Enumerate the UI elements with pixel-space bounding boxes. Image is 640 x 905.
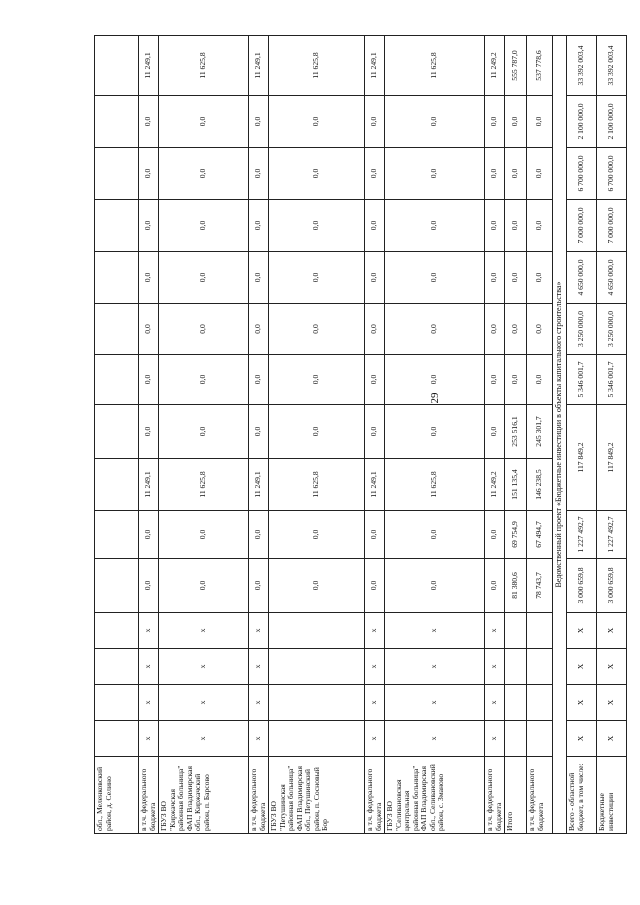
- table-cell: [95, 304, 139, 355]
- table-cell: 3 000 659,8: [567, 559, 597, 613]
- table-cell: 0,0: [139, 252, 159, 304]
- table-cell: 11 625,8: [159, 36, 249, 96]
- table-cell: 67 494,7: [527, 511, 553, 559]
- table-row: [249, 36, 269, 834]
- row-label: ГБУЗ ВО "Селивановская центральная районная больница" ФАП Владимирская обл., Селивановский район, с. Зманово: [385, 757, 485, 834]
- table-cell: [95, 36, 139, 96]
- table-cell: 0,0: [269, 511, 365, 559]
- table-cell: [269, 613, 365, 649]
- table-cell: 0,0: [505, 304, 527, 355]
- table-cell: 0,0: [139, 511, 159, 559]
- table-cell: х: [139, 685, 159, 721]
- row-label: в т.ч. федерального бюджета: [485, 757, 505, 834]
- table-cell: х: [385, 613, 485, 649]
- table-cell: 0,0: [485, 405, 505, 459]
- table-cell: 0,0: [385, 511, 485, 559]
- table-cell: х: [159, 685, 249, 721]
- table-cell: 4 650 000,0: [567, 252, 597, 304]
- table-cell: [505, 649, 527, 685]
- table-cell: х: [385, 649, 485, 685]
- table-cell: 0,0: [269, 405, 365, 459]
- table-cell: [95, 613, 139, 649]
- investment-table: [94, 35, 627, 834]
- table-cell: 0,0: [385, 405, 485, 459]
- table-row: [385, 36, 485, 834]
- table-cell: 11 625,8: [385, 459, 485, 511]
- table-cell: 151 135,4: [505, 459, 527, 511]
- table-cell: [269, 721, 365, 757]
- table-cell: 11 625,8: [159, 459, 249, 511]
- summary-row: [597, 36, 627, 834]
- table-cell: 0,0: [139, 355, 159, 405]
- table-cell: 0,0: [485, 252, 505, 304]
- table-row: [269, 36, 365, 834]
- table-cell: х: [249, 685, 269, 721]
- table-cell: [95, 649, 139, 685]
- table-cell: [269, 649, 365, 685]
- row-label: в т.ч. федерального бюджета: [365, 757, 385, 834]
- table-cell: Х: [567, 613, 597, 649]
- table-cell: 0,0: [505, 148, 527, 200]
- table-cell: 0,0: [159, 405, 249, 459]
- table-cell: 0,0: [505, 200, 527, 252]
- table-cell: 0,0: [485, 200, 505, 252]
- table-cell: 11 249,1: [139, 459, 159, 511]
- table-cell: 0,0: [485, 304, 505, 355]
- table-cell: 537 778,6: [527, 36, 553, 96]
- table-cell: 0,0: [159, 252, 249, 304]
- table-cell: 69 754,9: [505, 511, 527, 559]
- table-cell: Х: [567, 649, 597, 685]
- table-cell: 4 650 000,0: [597, 252, 627, 304]
- table-cell: [95, 355, 139, 405]
- table-cell: 0,0: [139, 200, 159, 252]
- table-cell: 0,0: [485, 511, 505, 559]
- table-cell: 146 238,5: [527, 459, 553, 511]
- project-title: Ведомственный проект «Бюджетные инвестиции в объекты капитального строительства»: [553, 36, 567, 834]
- table-body: [95, 36, 627, 834]
- table-cell: 0,0: [249, 355, 269, 405]
- table-cell: 245 301,7: [527, 405, 553, 459]
- table-cell: [505, 685, 527, 721]
- table-cell: 0,0: [527, 148, 553, 200]
- table-cell: х: [159, 721, 249, 757]
- table-cell: 0,0: [505, 252, 527, 304]
- table-cell: х: [365, 649, 385, 685]
- table-cell: 0,0: [249, 304, 269, 355]
- table-cell: х: [249, 613, 269, 649]
- table-cell: 0,0: [365, 559, 385, 613]
- table-cell: 0,0: [365, 252, 385, 304]
- table-cell: 11 249,1: [365, 36, 385, 96]
- table-cell: 11 249,1: [249, 459, 269, 511]
- table-cell: х: [139, 613, 159, 649]
- table-cell: 5 346 001,7: [597, 355, 627, 405]
- table-row: [159, 36, 249, 834]
- row-label: Всего - областной бюджет, в том числе:: [567, 757, 597, 834]
- table-cell: 555 787,0: [505, 36, 527, 96]
- table-cell: 0,0: [249, 405, 269, 459]
- table-cell: [95, 459, 139, 511]
- table-cell: х: [159, 649, 249, 685]
- table-cell: 0,0: [249, 148, 269, 200]
- table-cell: [269, 685, 365, 721]
- table-cell: 0,0: [527, 355, 553, 405]
- table-cell: 253 516,1: [505, 405, 527, 459]
- table-cell: 0,0: [385, 96, 485, 148]
- table-cell: 11 625,8: [269, 459, 365, 511]
- table-cell: х: [249, 721, 269, 757]
- table-cell: х: [485, 649, 505, 685]
- table-row: [139, 36, 159, 834]
- table-cell: 33 392 003,4: [597, 36, 627, 96]
- table-cell: 11 249,1: [365, 459, 385, 511]
- row-label: Бюджетные инвестиции: [597, 757, 627, 834]
- table-cell: 0,0: [269, 200, 365, 252]
- table-cell: [95, 96, 139, 148]
- table-row: [95, 36, 139, 834]
- table-cell: [95, 721, 139, 757]
- table-cell: Х: [567, 721, 597, 757]
- table-cell: 0,0: [269, 304, 365, 355]
- table-row: [485, 36, 505, 834]
- table-cell: Х: [567, 685, 597, 721]
- table-cell: 0,0: [485, 559, 505, 613]
- table-cell: 0,0: [385, 200, 485, 252]
- table-cell: х: [485, 613, 505, 649]
- table-cell: 0,0: [159, 304, 249, 355]
- table-cell: х: [485, 685, 505, 721]
- table-cell: Х: [597, 721, 627, 757]
- table-cell: 0,0: [159, 148, 249, 200]
- table-cell: 0,0: [249, 252, 269, 304]
- table-cell: 0,0: [385, 559, 485, 613]
- table-cell: 0,0: [505, 355, 527, 405]
- table-cell: 0,0: [159, 559, 249, 613]
- table-cell: х: [159, 613, 249, 649]
- table-row: [365, 36, 385, 834]
- table-container: [94, 36, 616, 834]
- table-cell: 0,0: [385, 252, 485, 304]
- table-cell: 78 743,7: [527, 559, 553, 613]
- table-row: [527, 36, 553, 834]
- table-cell: 0,0: [527, 96, 553, 148]
- table-cell: х: [249, 649, 269, 685]
- table-cell: 0,0: [527, 200, 553, 252]
- table-cell: х: [365, 685, 385, 721]
- table-cell: х: [485, 721, 505, 757]
- table-cell: [95, 405, 139, 459]
- table-cell: 0,0: [527, 304, 553, 355]
- table-cell: 0,0: [139, 96, 159, 148]
- table-cell: 0,0: [159, 355, 249, 405]
- table-cell: [505, 613, 527, 649]
- table-cell: 1 227 492,7: [567, 511, 597, 559]
- table-cell: 0,0: [269, 559, 365, 613]
- table-cell: 11 249,2: [485, 459, 505, 511]
- table-cell: 0,0: [365, 304, 385, 355]
- table-cell: 0,0: [365, 405, 385, 459]
- table-cell: 0,0: [385, 355, 485, 405]
- table-cell: 81 380,6: [505, 559, 527, 613]
- table-cell: 5 346 001,7: [567, 355, 597, 405]
- row-label: ГБУЗ ВО "Киржачская районная больница" ФАП Владимирская обл., Киржачский район, п. Барсово: [159, 757, 249, 834]
- table-cell: [95, 511, 139, 559]
- table-cell: [527, 685, 553, 721]
- row-label: Итого: [505, 757, 527, 834]
- table-cell: 0,0: [269, 96, 365, 148]
- table-cell: х: [139, 721, 159, 757]
- table-cell: 0,0: [139, 405, 159, 459]
- table-cell: 7 000 000,0: [567, 200, 597, 252]
- table-cell: Х: [597, 649, 627, 685]
- table-cell: 0,0: [385, 304, 485, 355]
- table-cell: [527, 721, 553, 757]
- table-cell: 0,0: [249, 200, 269, 252]
- page-number: 29: [429, 392, 441, 404]
- table-cell: х: [365, 613, 385, 649]
- table-cell: 0,0: [365, 200, 385, 252]
- table-cell: 0,0: [139, 148, 159, 200]
- table-cell: 1 227 492,7: [597, 511, 627, 559]
- table-cell: 2 100 000,0: [597, 96, 627, 148]
- table-cell: 33 392 003,4: [567, 36, 597, 96]
- table-cell: 0,0: [159, 200, 249, 252]
- table-cell: [527, 649, 553, 685]
- table-cell: 0,0: [159, 96, 249, 148]
- table-row: [505, 36, 527, 834]
- table-cell: 3 000 659,8: [597, 559, 627, 613]
- row-label: обл., Меленковский район, д. Селино: [95, 757, 139, 834]
- table-cell: 0,0: [485, 148, 505, 200]
- table-cell: х: [385, 721, 485, 757]
- table-cell: 0,0: [269, 252, 365, 304]
- table-cell: [95, 559, 139, 613]
- table-cell: Х: [597, 613, 627, 649]
- table-cell: 11 249,1: [249, 36, 269, 96]
- project-title-row: [553, 36, 567, 834]
- row-label: в т.ч. федерального бюджета: [139, 757, 159, 834]
- table-cell: [95, 148, 139, 200]
- table-cell: 0,0: [249, 511, 269, 559]
- table-cell: 11 249,2: [485, 36, 505, 96]
- row-label: в т.ч. федерального бюджета: [527, 757, 553, 834]
- table-cell: [527, 613, 553, 649]
- table-cell: 0,0: [365, 96, 385, 148]
- rotated-table: [94, 36, 616, 834]
- table-cell: 0,0: [385, 148, 485, 200]
- table-cell: 11 625,8: [269, 36, 365, 96]
- table-cell: [505, 721, 527, 757]
- table-cell: 0,0: [485, 96, 505, 148]
- table-cell: 2 100 000,0: [567, 96, 597, 148]
- table-cell: 0,0: [527, 252, 553, 304]
- table-cell: [95, 685, 139, 721]
- table-cell: 0,0: [485, 355, 505, 405]
- table-cell: 3 250 000,0: [567, 304, 597, 355]
- summary-row: [567, 36, 597, 834]
- table-cell: 0,0: [269, 355, 365, 405]
- table-cell: 11 625,8: [385, 36, 485, 96]
- table-cell: х: [365, 721, 385, 757]
- table-cell: 0,0: [249, 559, 269, 613]
- table-cell: 0,0: [365, 355, 385, 405]
- table-cell: Х: [597, 685, 627, 721]
- row-label: ГБУЗ ВО "Петушинская районная больница" ФАП Владимирская обл., Петушинский район, п. Сосновый Бор: [269, 757, 365, 834]
- table-cell: 0,0: [159, 511, 249, 559]
- table-cell: 0,0: [249, 96, 269, 148]
- table-cell: 0,0: [139, 559, 159, 613]
- row-label: в т.ч. федерального бюджета: [249, 757, 269, 834]
- table-cell: 117 849,2: [597, 405, 627, 511]
- table-cell: 117 849,2: [567, 405, 597, 511]
- table-cell: [95, 200, 139, 252]
- table-cell: 0,0: [365, 148, 385, 200]
- table-cell: 0,0: [269, 148, 365, 200]
- table-cell: 0,0: [139, 304, 159, 355]
- table-cell: х: [385, 685, 485, 721]
- table-cell: 0,0: [365, 511, 385, 559]
- table-cell: 6 700 000,0: [567, 148, 597, 200]
- table-cell: 0,0: [505, 96, 527, 148]
- table-cell: 7 000 000,0: [597, 200, 627, 252]
- table-cell: [95, 252, 139, 304]
- table-cell: 3 250 000,0: [597, 304, 627, 355]
- table-cell: 11 249,1: [139, 36, 159, 96]
- table-cell: х: [139, 649, 159, 685]
- table-cell: 6 700 000,0: [597, 148, 627, 200]
